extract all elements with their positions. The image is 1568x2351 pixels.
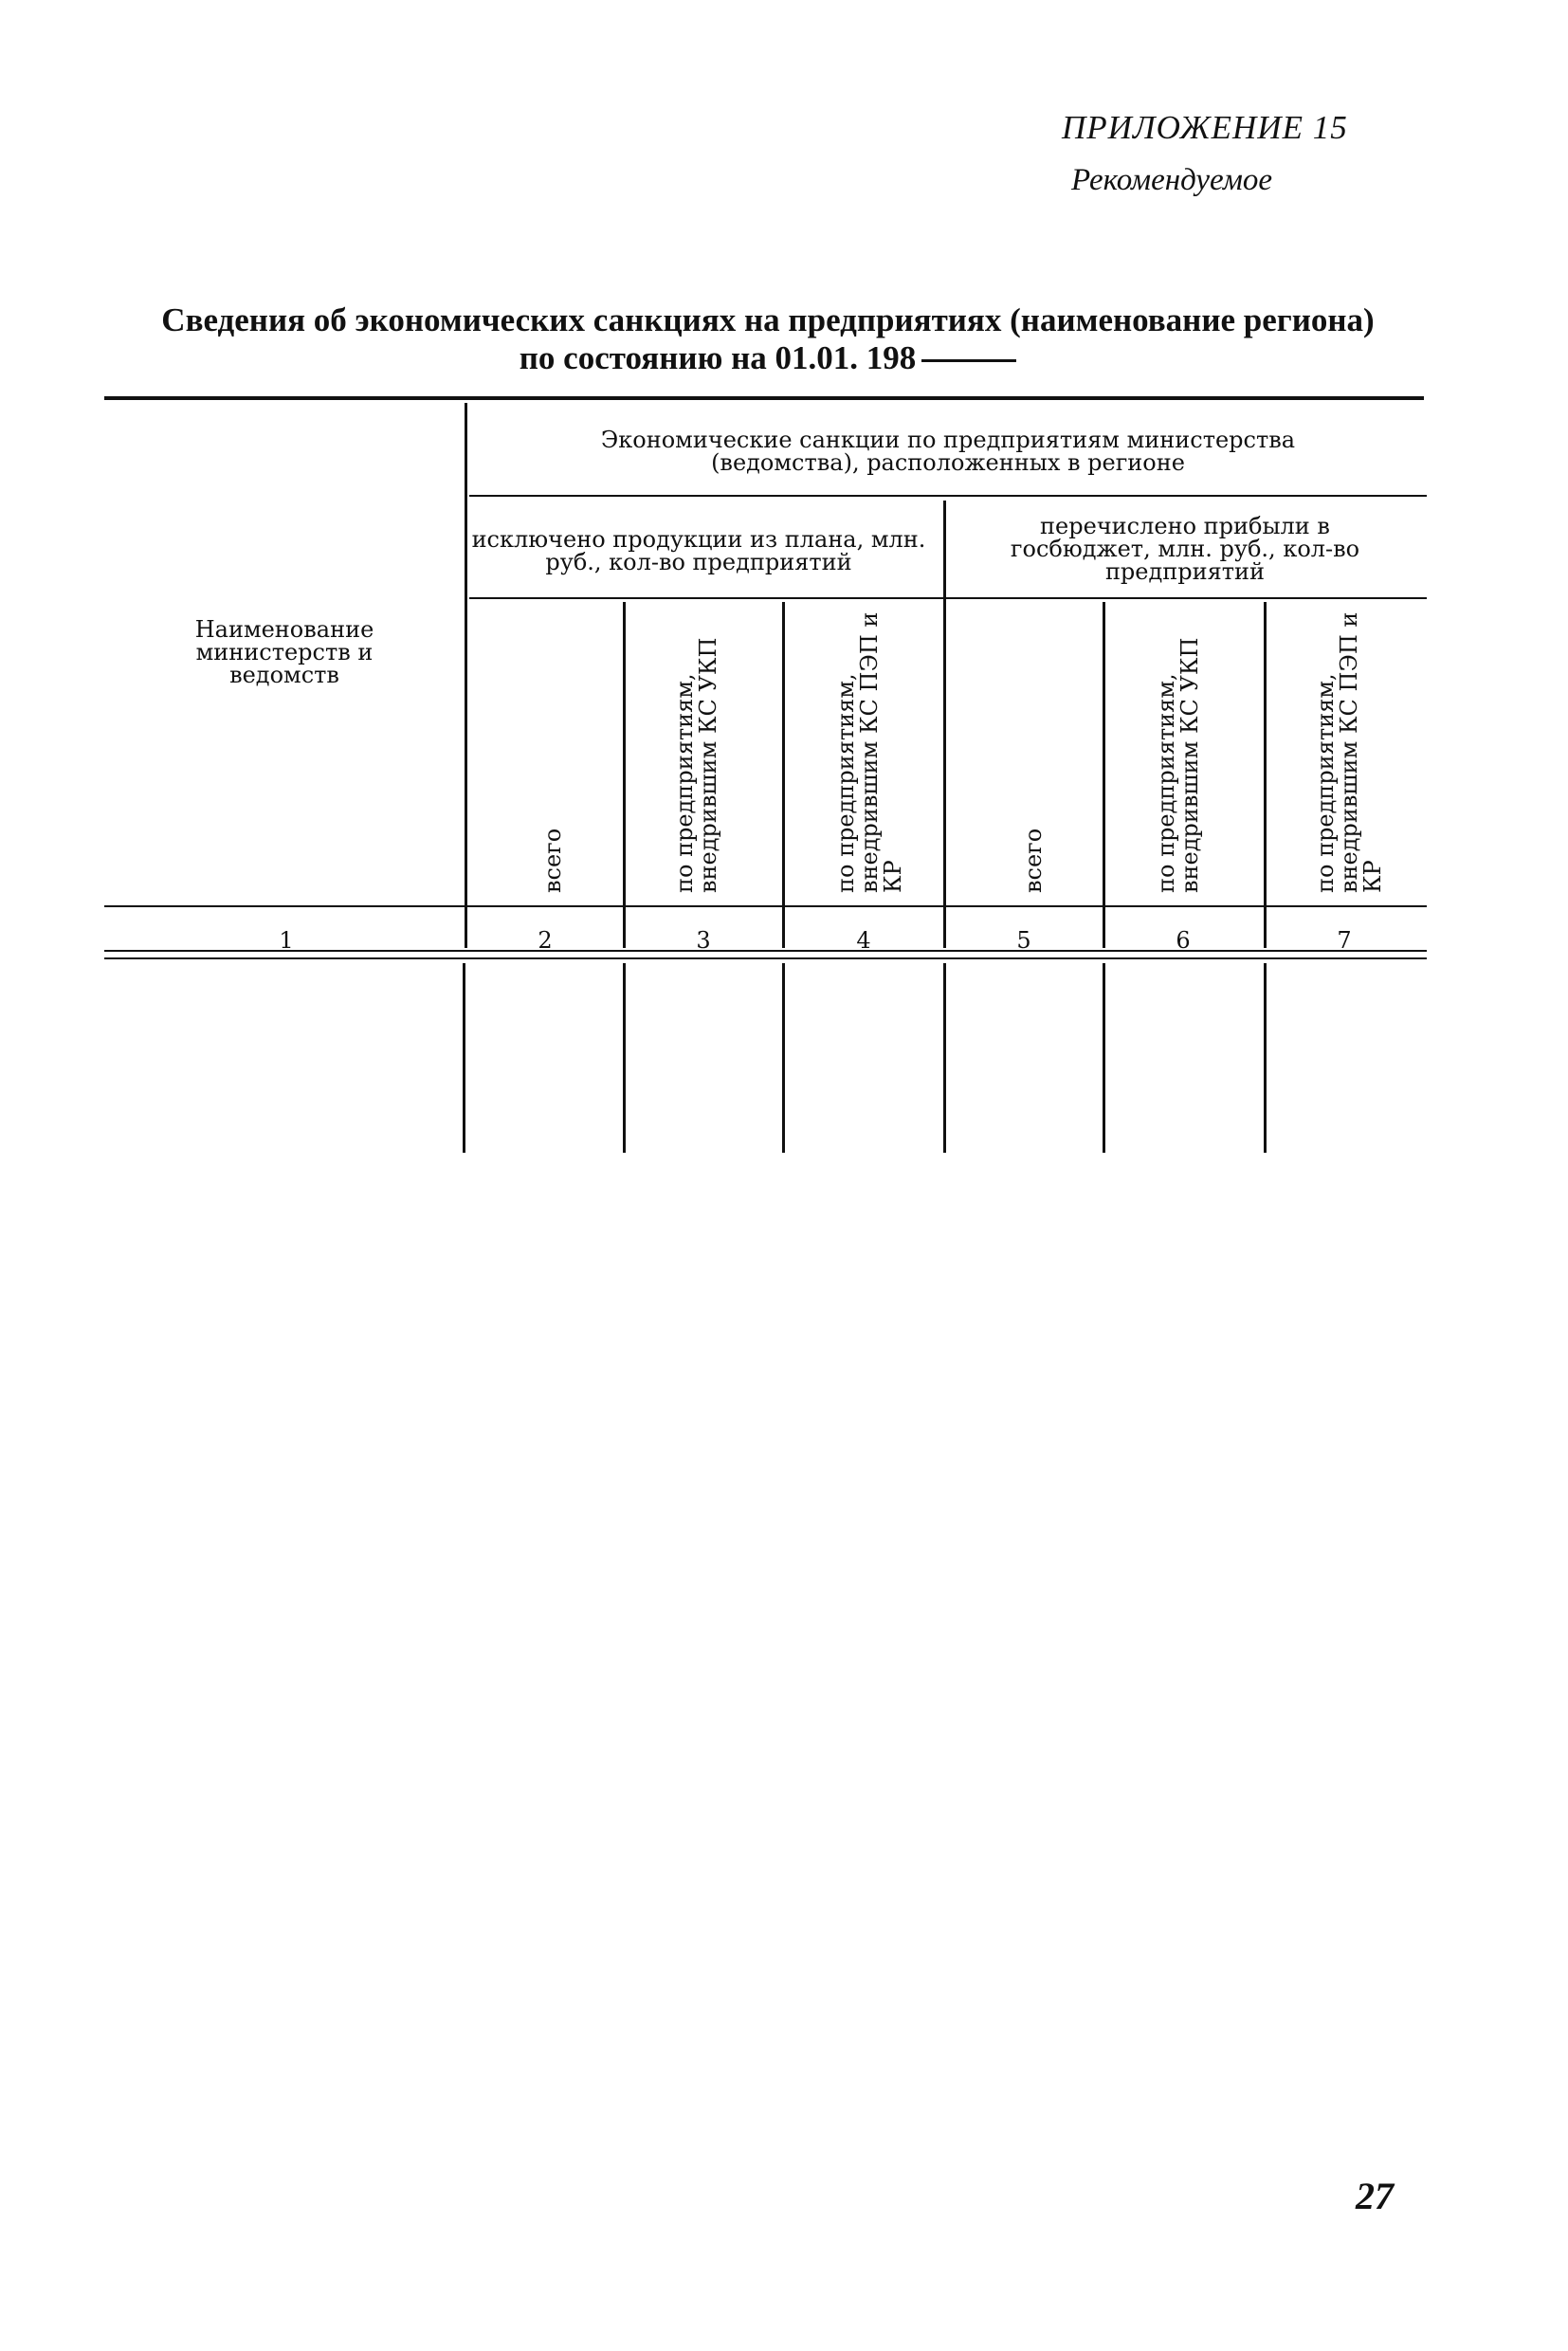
page-number: 27 [1356, 2175, 1394, 2217]
header-bottom-rule [104, 905, 1427, 907]
column-number-6: 6 [1176, 927, 1191, 954]
col-header-pep-a: по предприятиям, внедрившим КС ПЭП и КР [832, 611, 906, 893]
column-number-3: 3 [696, 927, 711, 954]
body-divider-5 [1103, 963, 1105, 1153]
col-header-total-a: всего [539, 828, 566, 893]
title-line-1: Сведения об экономических санкциях на предприятиях (наименование региона) [161, 301, 1375, 338]
appendix-label: ПРИЛОЖЕНИЕ 15 [1062, 109, 1348, 146]
date-blank-line [921, 359, 1016, 362]
document-title [104, 301, 1431, 377]
subgroup-rule [469, 597, 1427, 599]
col-divider-5 [943, 501, 946, 948]
numbers-rule-2 [104, 957, 1427, 959]
body-divider-6 [1264, 963, 1267, 1153]
col-divider-3 [623, 602, 626, 948]
row-header-label: Наименование министерств и ведомств [194, 616, 374, 688]
col-header-ucp-a: по предприятиям, внедрившим КС УКП [671, 637, 721, 893]
subgroup-profit-transfer: перечислено прибыли в госбюджет, млн. руб., кол-во предприятий [1010, 513, 1360, 585]
body-divider-4 [943, 963, 946, 1153]
col-header-pep-b: по предприятиям, внедрившим КС ПЭП и КР [1312, 611, 1386, 893]
group-header-rule [469, 495, 1427, 497]
col-header-ucp-b: по предприятиям, внедрившим КС УКП [1153, 637, 1203, 893]
col-divider-7 [1264, 602, 1267, 948]
column-number-7: 7 [1337, 927, 1352, 954]
column-number-4: 4 [856, 927, 871, 954]
group-header: Экономические санкции по предприятиям министерства (ведомства), расположенных в регионе [600, 427, 1296, 476]
column-number-2: 2 [538, 927, 553, 954]
title-date-text: по состоянию на 01.01. 198 [519, 339, 917, 376]
col-header-total-b: всего [1020, 828, 1047, 893]
col-divider-6 [1103, 602, 1105, 948]
column-number-1: 1 [279, 927, 294, 954]
subgroup-excluded-production: исключено продукции из плана, млн. руб., кол-во предприятий [471, 526, 926, 575]
body-divider-1 [463, 963, 465, 1153]
appendix-status: Рекомендуемое [1071, 163, 1273, 197]
title-line-2 [104, 339, 1431, 377]
body-divider-3 [782, 963, 785, 1153]
column-number-5: 5 [1016, 927, 1031, 954]
col-divider-4 [782, 602, 785, 948]
col-divider-1 [465, 403, 467, 948]
table-top-rule [104, 396, 1424, 400]
body-divider-2 [623, 963, 626, 1153]
